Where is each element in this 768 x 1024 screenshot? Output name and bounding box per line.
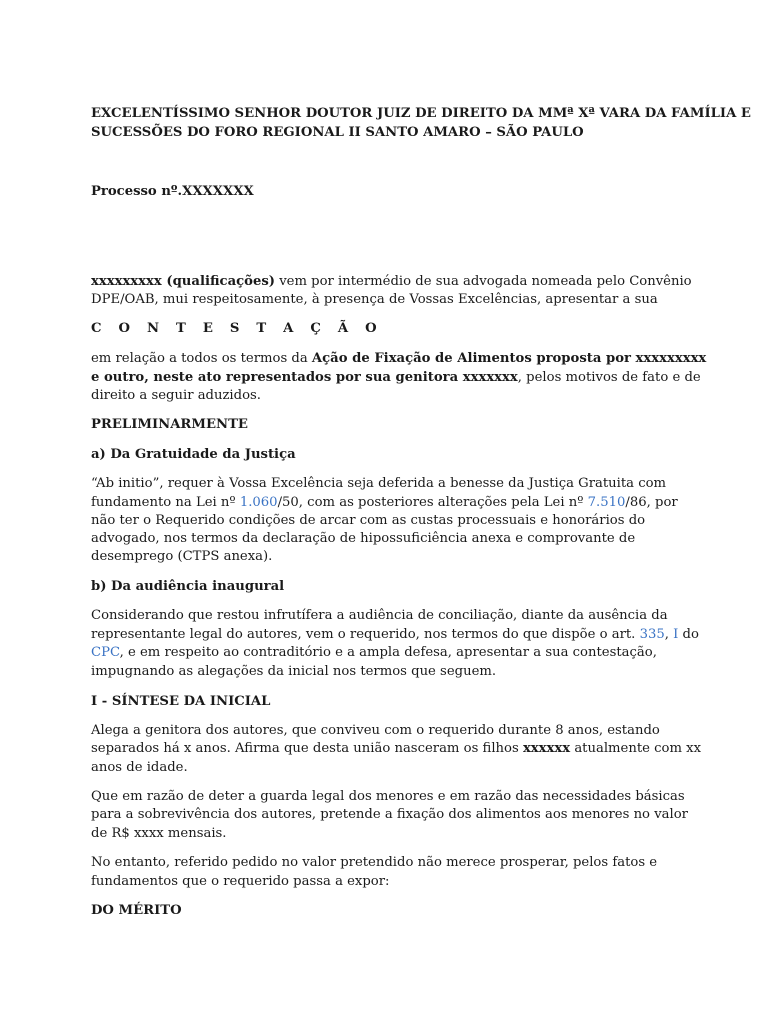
section-b-line-1: Considerando que restou infrutífera a audiência de conciliação, diante da ausência da (91, 608, 668, 623)
section-a-line-5: desemprego (CTPS anexa). (91, 549, 273, 564)
section-b-line-2-sep: , (664, 627, 674, 642)
sintese-heading: I - SÍNTESE DA INICIAL (91, 694, 271, 709)
section-b-line-2-text: representante legal do autores, vem o requerido, nos termos do que dispõe o art. (91, 627, 640, 642)
relacao-line-1-text: em relação a todos os termos da (91, 351, 312, 366)
intro-line-1-text: vem por intermédio de sua advogada nomeada pelo Convênio (275, 274, 692, 289)
relacao-line-1 (91, 350, 706, 368)
defendant-name: xxxxxxxxx (qualificações) (91, 274, 276, 289)
relacao-line-2 (91, 369, 701, 387)
section-a-line-2 (91, 494, 678, 512)
intro-line-1 (91, 273, 692, 291)
sintese-p2-line-2: para a sobrevivência dos autores, pretende a fixação dos alimentos aos menores no valor (91, 807, 688, 822)
section-b-heading: b) Da audiência inaugural (91, 579, 285, 594)
section-a-line-4: advogado, nos termos da declaração de hipossuficiência anexa e comprovante de (91, 531, 636, 546)
preliminarmente-heading: PRELIMINARMENTE (91, 417, 248, 432)
representative-text: e outro, neste ato representados por sua genitora xxxxxxx (91, 370, 518, 385)
action-name: Ação de Fixação de Alimentos proposta por xxxxxxxxx (311, 351, 707, 366)
cpc-link[interactable]: CPC (91, 645, 120, 660)
contestacao-title: C O N T E S T A Ç Ã O (91, 321, 383, 336)
section-a-line-3: não ter o Requerido condições de arcar com as custas processuais e honorários do (91, 513, 646, 528)
section-a-line-2-mid: /50, com as posteriores alterações pela Lei nº (277, 495, 588, 510)
sintese-p1-line-2 (91, 740, 701, 758)
section-a-line-1: “Ab initio”, requer à Vossa Excelência seja deferida a benesse da Justiça Gratuita com (91, 476, 667, 491)
sintese-p1-line-1: Alega a genitora dos autores, que conviveu com o requerido durante 8 anos, estando (91, 723, 660, 738)
section-b-line-4: impugnando as alegações da inicial nos termos que seguem. (91, 664, 497, 679)
section-a-line-2-text: fundamento na Lei nº (91, 495, 240, 510)
sintese-p1-line-3: anos de idade. (91, 760, 188, 775)
item-i-link[interactable]: I (673, 627, 679, 642)
sintese-p1-line-2-text: separados há x anos. Afirma que desta união nasceram os filhos (91, 741, 523, 756)
children-names: xxxxxx (522, 741, 571, 756)
sintese-p1-line-2-end: atualmente com xx (570, 741, 702, 756)
relacao-line-3: direito a seguir aduzidos. (91, 388, 261, 403)
merito-heading: DO MÉRITO (91, 903, 182, 918)
sintese-p3-line-2: fundamentos que o requerido passa a expor: (91, 874, 390, 889)
law-7510-link[interactable]: 7.510 (587, 495, 626, 510)
section-b-line-2-end: do (678, 627, 699, 642)
section-a-heading: a) Da Gratuidade da Justiça (91, 447, 296, 462)
article-335-link[interactable]: 335 (639, 627, 665, 642)
court-header-line-1: EXCELENTÍSSIMO SENHOR DOUTOR JUIZ DE DIREITO DA MMª Xª VARA DA FAMÍLIA E (91, 106, 751, 121)
section-b-line-2 (91, 626, 699, 644)
section-b-line-3 (91, 644, 657, 662)
section-b-line-3-text: , e em respeito ao contraditório e a ampla defesa, apresentar a sua contestação, (119, 645, 657, 660)
sintese-p3-line-1: No entanto, referido pedido no valor pretendido não merece prosperar, pelos fatos e (91, 855, 658, 870)
process-number: Processo nº.XXXXXXX (91, 184, 254, 199)
law-1060-link[interactable]: 1.060 (239, 495, 278, 510)
court-header-line-2: SUCESSÕES DO FORO REGIONAL II SANTO AMARO – SÃO PAULO (91, 125, 584, 140)
sintese-p2-line-3: de R$ xxxx mensais. (91, 826, 227, 841)
section-a-line-2-end: /86, por (625, 495, 678, 510)
relacao-line-2-text: , pelos motivos de fato e de (517, 370, 701, 385)
intro-line-2: DPE/OAB, mui respeitosamente, à presença de Vossas Excelências, apresentar a sua (91, 292, 658, 307)
sintese-p2-line-1: Que em razão de deter a guarda legal dos menores e em razão das necessidades básicas (91, 789, 685, 804)
